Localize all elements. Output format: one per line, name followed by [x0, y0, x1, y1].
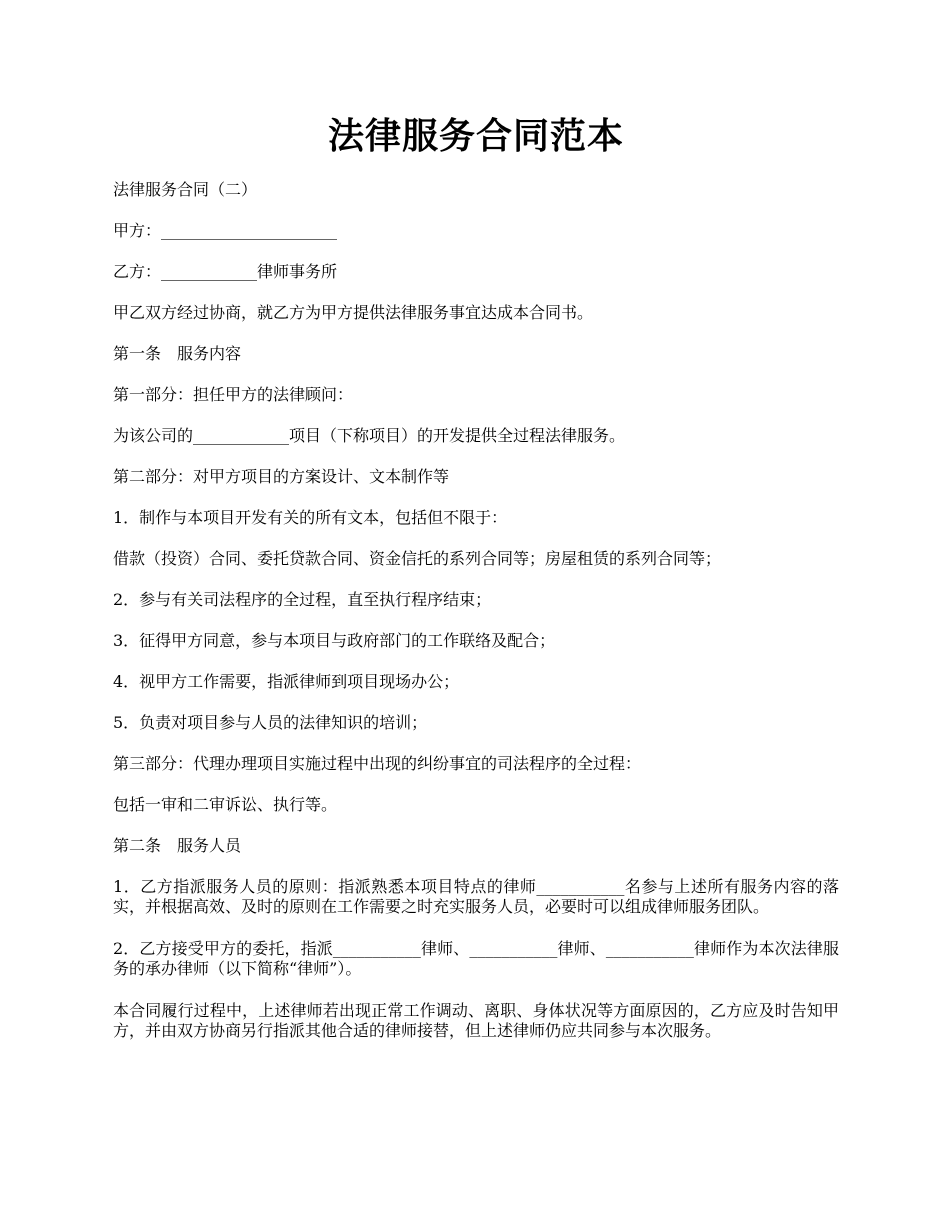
paragraph-part-3-detail: 包括一审和二审诉讼、执行等。 [113, 795, 338, 814]
paragraph-item-1-detail: 借款（投资）合同、委托贷款合同、资金信托的系列合同等；房屋租赁的系列合同等； [113, 549, 722, 568]
paragraph-party-b: 乙方：____________律师事务所 [113, 262, 338, 281]
paragraph-item-1: 1．制作与本项目开发有关的所有文本，包括但不限于： [113, 508, 508, 527]
paragraph-item-5: 5．负责对项目参与人员的法律知识的培训； [113, 713, 428, 732]
paragraph-party-a: 甲方：______________________ [113, 221, 338, 240]
document-title: 法律服务合同范本 [327, 115, 624, 157]
paragraph-part-3: 第三部分：代理办理项目实施过程中出现的纠纷事宜的司法程序的全过程： [113, 754, 642, 773]
paragraph-staff-principle: 1．乙方指派服务人员的原则：指派熟悉本项目特点的律师___________名参与上述所有服务内容的落实，并根据高效、及时的原则在工作需要之时充实服务人员，必要时可以组成律师服务团队。 [113, 877, 839, 916]
paragraph-part-1: 第一部分：担任甲方的法律顾问： [113, 385, 354, 404]
paragraph-staff-assignment: 2．乙方接受甲方的委托，指派___________律师、___________律师、___________律师作为本次法律服务的承办律师（以下简称“律师”）。 [113, 939, 839, 978]
paragraph-article-2-heading: 第二条 服务人员 [113, 836, 242, 855]
paragraph-subtitle: 法律服务合同（二） [113, 180, 258, 199]
paragraph-item-4: 4．视甲方工作需要，指派律师到项目现场办公； [113, 672, 460, 691]
paragraph-staff-replacement: 本合同履行过程中，上述律师若出现正常工作调动、离职、身体状况等方面原因的，乙方应及时告知甲方，并由双方协商另行指派其他合适的律师接替，但上述律师仍应共同参与本次服务。 [113, 1001, 839, 1040]
paragraph-preamble: 甲乙双方经过协商，就乙方为甲方提供法律服务事宜达成本合同书。 [113, 303, 594, 322]
paragraph-item-3: 3．征得甲方同意，参与本项目与政府部门的工作联络及配合； [113, 631, 556, 650]
paragraph-article-1-heading: 第一条 服务内容 [113, 344, 242, 363]
document-body [113, 180, 839, 1063]
paragraph-part-2: 第二部分：对甲方项目的方案设计、文本制作等 [113, 467, 450, 486]
paragraph-part-1-detail: 为该公司的____________项目（下称项目）的开发提供全过程法律服务。 [113, 426, 626, 445]
paragraph-item-2: 2．参与有关司法程序的全过程，直至执行程序结束； [113, 590, 492, 609]
